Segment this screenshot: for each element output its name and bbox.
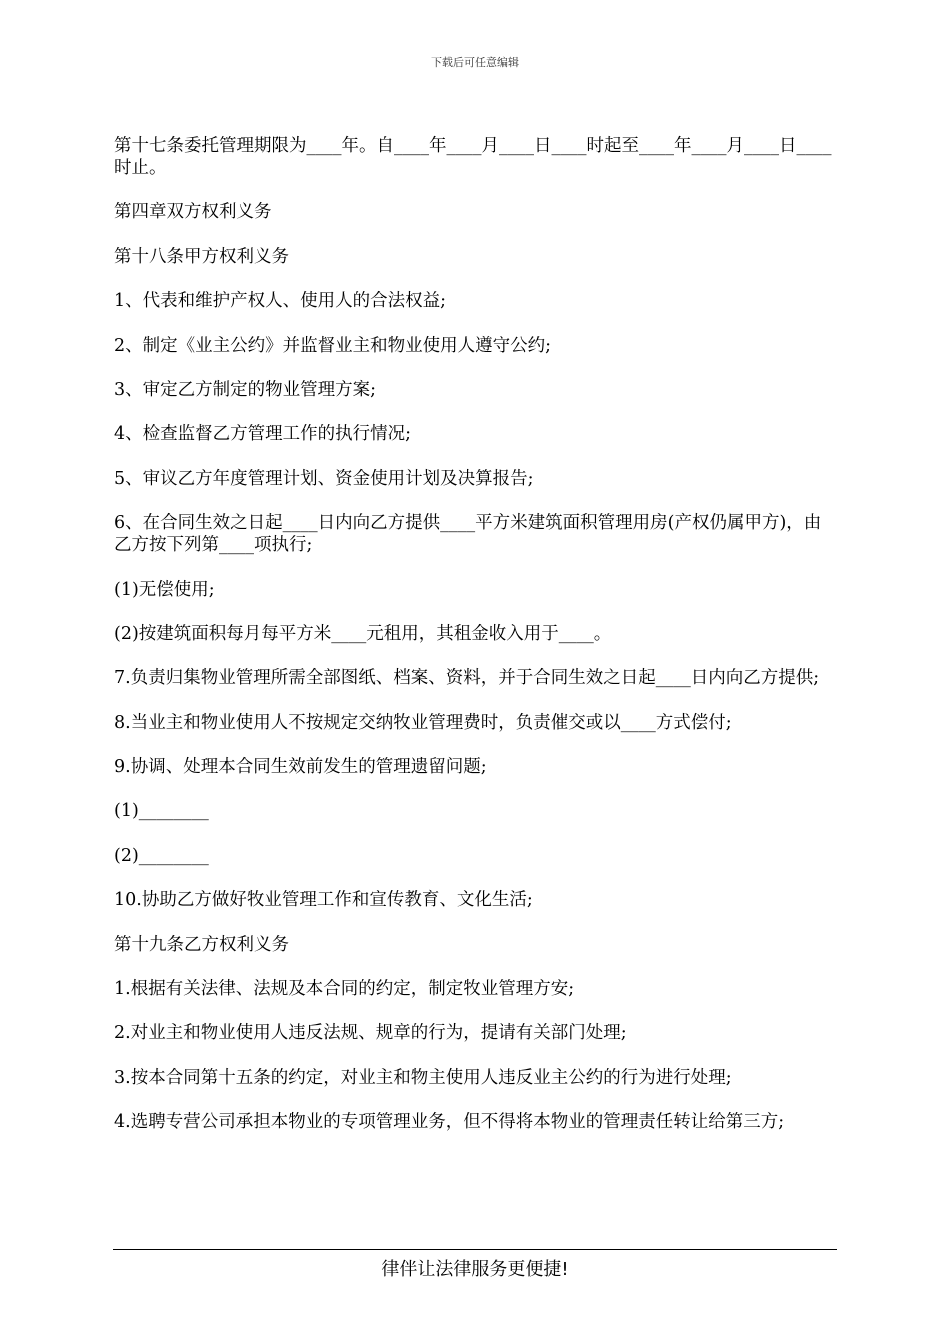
document-body [114, 135, 836, 1156]
clause-18-item-4: 4、检查监督乙方管理工作的执行情况; [114, 424, 412, 445]
footer-slogan: 律伴让法律服务更便捷! [381, 1259, 569, 1280]
clause-18-item-3: 3、审定乙方制定的物业管理方案; [114, 379, 377, 400]
clause-19-heading: 第十九条乙方权利义务 [114, 934, 289, 955]
clause-18-item-9-blank-2: (2)________ [114, 845, 209, 866]
clause-18-item-2: 2、制定《业主公约》并监督业主和物业使用人遵守公约; [114, 335, 552, 356]
clause-17-term: 第十七条委托管理期限为____年。自____年____月____日____时起至____年____月____日____时止。 [114, 136, 832, 178]
clause-19-item-4: 4.选聘专营公司承担本物业的专项管理业务，但不得将本物业的管理责任转让给第三方; [114, 1112, 785, 1133]
clause-18-heading: 第十八条甲方权利义务 [114, 246, 289, 267]
clause-18-item-8: 8.当业主和物业使用人不按规定交纳牧业管理费时，负责催交或以____方式偿付; [114, 712, 732, 733]
clause-18-item-9-blank-1: (1)________ [114, 801, 209, 822]
clause-18-item-10: 10.协助乙方做好牧业管理工作和宣传教育、文化生活; [114, 890, 533, 911]
clause-19-item-3: 3.按本合同第十五条的约定，对业主和物主使用人违反业主公约的行为进行处理; [114, 1067, 732, 1088]
clause-18-item-6-option-1: (1)无偿使用; [114, 579, 215, 600]
clause-19-item-2: 2.对业主和物业使用人违反法规、规章的行为，提请有关部门处理; [114, 1023, 627, 1044]
clause-19-item-1: 1.根据有关法律、法规及本合同的约定，制定牧业管理方安; [114, 979, 575, 1000]
clause-18-item-1: 1、代表和维护产权人、使用人的合法权益; [114, 291, 447, 312]
chapter-4-heading: 第四章双方权利义务 [114, 202, 272, 223]
footer-divider [113, 1249, 837, 1250]
clause-18-item-5: 5、审议乙方年度管理计划、资金使用计划及决算报告; [114, 468, 534, 489]
clause-18-item-6-option-2: (2)按建筑面积每月每平方米____元租用，其租金收入用于____。 [114, 623, 612, 644]
header-note: 下载后可任意编辑 [431, 56, 519, 69]
clause-18-item-9: 9.协调、处理本合同生效前发生的管理遗留问题; [114, 757, 487, 778]
clause-18-item-6: 6、在合同生效之日起____日内向乙方提供____平方米建筑面积管理用房(产权仍属甲方)，由乙方按下列第____项执行; [114, 513, 822, 556]
clause-18-item-7: 7.负责归集物业管理所需全部图纸、档案、资料，并于合同生效之日起____日内向乙方提供; [114, 668, 820, 689]
